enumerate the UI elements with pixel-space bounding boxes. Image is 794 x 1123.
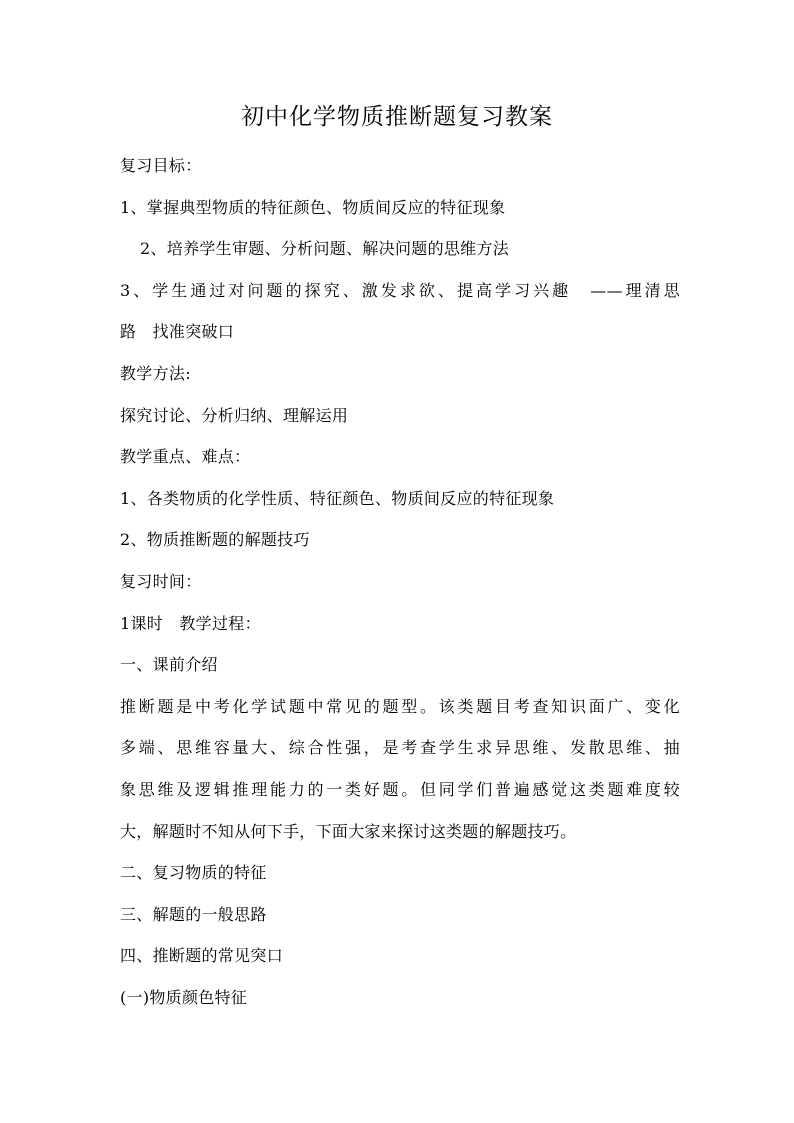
method-text: 探究讨论、分析归纳、理解运用	[120, 405, 349, 425]
document-title: 初中化学物质推断题复习教案	[241, 104, 553, 130]
subsection-heading-1: (一)物质颜色特征	[120, 987, 248, 1007]
intro-paragraph-line-2: 多端、思维容量大、综合性强，是考查学生求异思维、发散思维、抽	[120, 738, 680, 758]
goal-heading: 复习目标：	[120, 156, 202, 175]
intro-paragraph-line-4: 大，解题时不知从何下手，下面大家来探讨这类题的解题技巧。	[120, 821, 577, 841]
section-heading-3: 三、解题的一般思路	[120, 904, 267, 924]
key-point-1: 1、各类物质的化学性质、特征颜色、物质间反应的特征现象	[120, 488, 555, 508]
goal-item-2: 2、培养学生审题、分析问题、解决问题的思维方法	[140, 239, 510, 259]
key-points-heading: 教学重点、难点：	[120, 447, 251, 467]
time-heading: 复习时间：	[120, 571, 202, 591]
method-heading: 教学方法:	[120, 363, 191, 383]
section-heading-1: 一、课前介绍	[120, 655, 218, 675]
section-heading-4: 四、推断题的常见突口	[120, 946, 284, 966]
section-heading-2: 二、复习物质的特征	[120, 863, 267, 883]
intro-paragraph-line-1: 推断题是中考化学试题中常见的题型。该类题目考查知识面广、变化	[120, 696, 680, 716]
goal-item-3-line-2: 路 找准突破口	[120, 322, 235, 342]
document-body	[120, 145, 680, 1018]
goal-item-1: 1、掌握典型物质的特征颜色、物质间反应的特征现象	[120, 197, 506, 217]
intro-paragraph-line-3: 象思维及逻辑推理能力的一类好题。但同学们普遍感觉这类题难度较	[120, 779, 680, 799]
key-point-2: 2、物质推断题的解题技巧	[120, 530, 310, 550]
time-text: 1课时 教学过程：	[120, 613, 261, 633]
goal-item-3-line-1: 3、学生通过对问题的探究、激发求欲、提高学习兴趣 ——理清思	[120, 280, 680, 300]
